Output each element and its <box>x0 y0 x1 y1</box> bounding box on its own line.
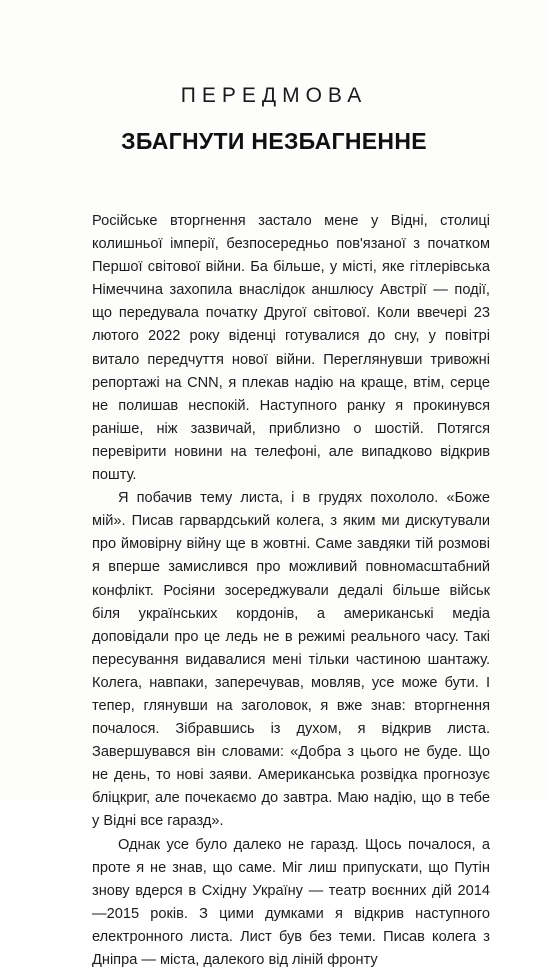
paragraph-3: Однак усе було далеко не гаразд. Щось почалося, а проте я не знав, що саме. Міг лиш припускати, що Путін знову вдерся в Східну Україну — театр воєнних дій 2014—2015 років. З цими думками я відкрив наступного електронного листа. Лист був без теми. Писав колега з Дніпра — міста, далекого від ліній фронту <box>92 836 490 968</box>
paragraph-1: Російське вторгнення застало мене у Відні, столиці колишньої імперії, безпосередньо пов'язаної з початком Першої світової війни. Ба більше, у місті, яке гітлерівська Німеччина захопила внаслідок аншлюсу Австрії — події, що передувала початку Другої світової. Коли ввечері 23 лютого 2022 року віденці готувалися до сну, у повітрі витало передчуття нової війни. Переглянувши тривожні репортажі на CNN, я плекав надію на краще, втім, серце не полишав неспокій. Наступного ранку я прокинувся раніше, ніж зазвичай, приблизно о шостій. Потягся перевірити новини на телефоні, але випадково відкрив пошту. <box>92 213 490 484</box>
section-label: ПЕРЕДМОВА <box>180 84 368 107</box>
body-text <box>92 210 490 972</box>
chapter-title: ЗБАГНУТИ НЕЗБАГНЕННЕ <box>121 128 427 154</box>
paragraph-2: Я побачив тему листа, і в грудях похололо. «Боже мій». Писав гарвардський колега, з яким ми дискутували про ймовірну війну ще в жовтні. Саме завдяки тій розмові я вперше замислився про можливий повномасштабний конфлікт. Росіяни зосереджували дедалі більше військ біля українських кордонів, а американські медіа доповідали про це ледь не в режимі реального часу. Такі пересування видавалися мені тільки частиною шантажу. Колега, навпаки, заперечував, мовляв, усе може бути. І тепер, глянувши на заголовок, я вже знав: вторгнення почалося. Зібравшись із духом, я відкрив листа. Завершувався він словами: «Добра з цього не буде. Що не день, то нові заяви. Американська розвідка прогнозує бліцкриг, але почекаємо до завтра. Маю надію, що в тебе у Відні все гаразд». <box>92 490 490 830</box>
